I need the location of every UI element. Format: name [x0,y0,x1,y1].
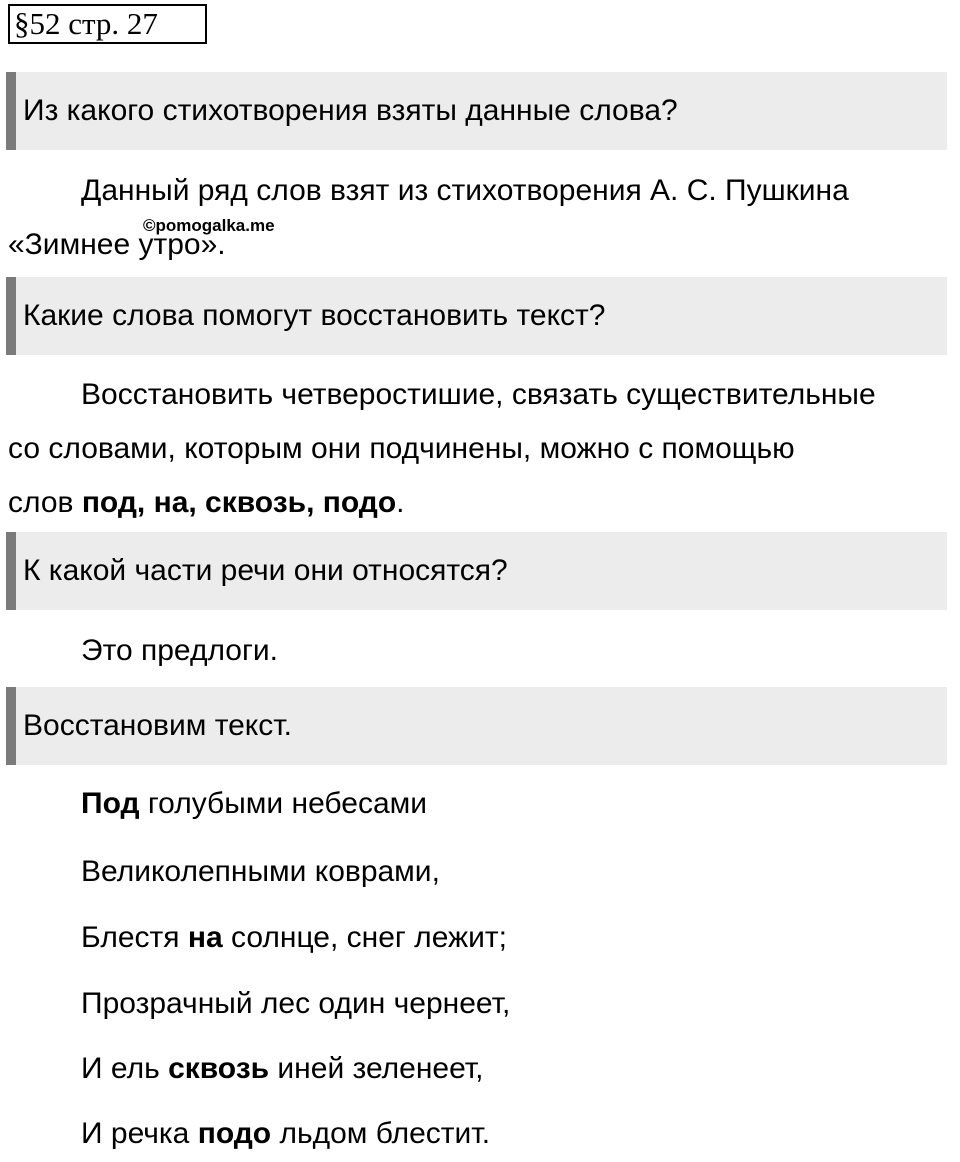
answer-1-line-2: «Зимнее утро». [8,228,226,261]
answer-1-line-1: Данный ряд слов взят из стихотворения А. С. Пушкина [81,174,849,207]
question-3: К какой части речи они относятся? [6,532,947,610]
poem-bold-word-5: сквозь [168,1052,270,1085]
poem-line-6: И речка подо льдом блестит. [81,1117,491,1150]
answer-3 [8,624,960,678]
question-4: Восстановим текст. [6,687,947,765]
question-2: Какие слова помогут восстановить текст? [6,277,947,355]
answer-2-line-1: Восстановить четверостишие, связать существительные [81,378,876,411]
poem-line-1: Под голубыми небесами [81,787,428,820]
answer-3-line-1: Это предлоги. [81,634,279,667]
poem-line-3: Блестя на солнце, снег лежит; [81,921,507,954]
page-reference-box: §52 стр. 27 [8,4,207,44]
poem-line-4: Прозрачный лес один чернеет, [81,987,511,1020]
answer-2-prefix: слов [8,486,82,519]
prepositions-list: под, на, сквозь, подо [81,486,397,519]
poem-bold-word-1: Под [81,787,140,820]
poem-bold-word-6: подо [197,1117,272,1150]
answer-2 [8,368,960,530]
poem-line-5: И ель сквозь иней зеленеет, [81,1052,484,1085]
answer-2-suffix: . [396,486,405,519]
poem-bold-word-3: на [187,921,223,954]
poem-line-2: Великолепными коврами, [81,855,440,888]
watermark: ©pomogalka.me [143,216,275,235]
question-1: Из какого стихотворения взяты данные слова? [6,72,947,150]
answer-2-line-2: со словами, которым они подчинены, можно с помощью [8,432,795,465]
answer-2-line-3 [8,476,960,530]
